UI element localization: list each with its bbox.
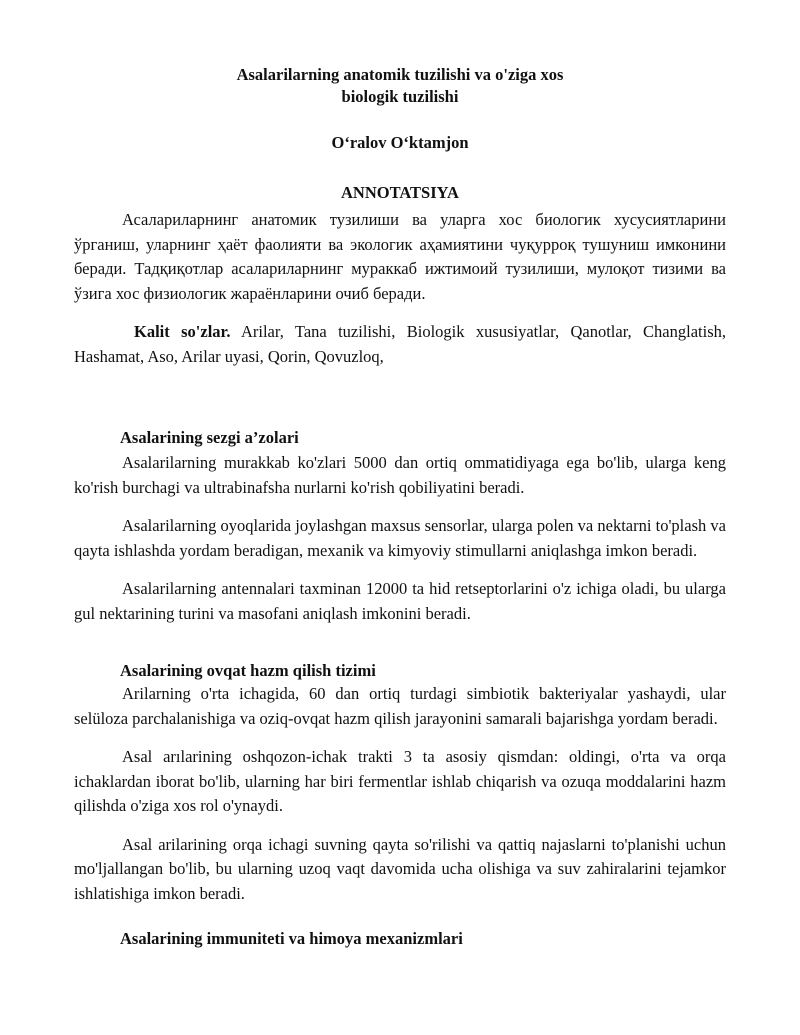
section-paragraph: Asal arılarining oshqozon-ichak trakti 3 ta asosiy qismdan: oldingi, o'rta va orqa ichaklardan iborat bo'lib, ularning har biri fermentlar ishlab chiqarish va ozuqa moddalarini hazm qilishda o'ziga xos rol o'ynaydi. — [74, 747, 726, 815]
author-name: O‘ralov O‘ktamjon — [331, 133, 469, 152]
section-paragraph: Asalarilarning murakkab ko'zlari 5000 dan ortiq ommatidiyaga ega bo'lib, ularga keng ko'rish burchagi va ultrabinafsha nurlarni ko'rish qobiliyatini beradi. — [74, 453, 726, 497]
annotation-text: Асаларилaрнинг анатомик тузилиши ва уларга хос биологик хусусиятларини ўрганиш, уларнинг ҳаёт фаолияти ва экологик аҳамиятини чуқурроқ тушуниш имконини беради. Тадқиқотлар асаларилaрнинг мураккаб ижтимоий тузилиши, мулоқот тизими ва ўзига хос физиологик жараёнларини очиб беради. — [74, 210, 726, 303]
section-paragraph: Asalarilarning antennalari taxminan 12000 ta hid retseptorlarini o'z ichiga oladi, bu ularga gul nektarining turini va masofani aniqlash imkonini beradi. — [74, 579, 726, 623]
section-paragraph: Arilarning o'rta ichagida, 60 dan ortiq turdagi simbiotik bakteriyalar yashaydi, ular selüloza parchalanishiga va oziq-ovqat hazm qilish jarayonini samarali bajarishga yordam beradi. — [74, 684, 726, 728]
section-heading: Asalarining sezgi a’zolari — [120, 428, 299, 447]
section-heading: Asalarining ovqat hazm qilish tizimi — [120, 661, 376, 680]
keywords-paragraph — [74, 320, 726, 369]
document-title — [74, 64, 726, 108]
title-line-2: biologik tuzilishi — [341, 87, 459, 106]
keywords-list: Arilar, Tana tuzilishi, Biologik xususiyatlar, Qanotlar, Changlatish, Hashamat, Aso, Arilar uyasi, Qorin, Qovuzloq, — [74, 322, 726, 366]
keywords-label: Kalit so'zlar. — [134, 322, 231, 341]
section-heading: Asalarining immuniteti va himoya mexanizmlari — [120, 929, 463, 948]
section-paragraph: Asalarilarning oyoqlarida joylashgan maxsus sensorlar, ularga polen va nektarni to'plash va qayta ishlashda yordam beradigan, mexanik va kimyoviy stimullarni aniqlashga imkon beradi. — [74, 516, 726, 560]
title-line-1: Asalarilarning anatomik tuzilishi va o'ziga xos — [236, 65, 564, 84]
document-body — [74, 64, 726, 950]
section-paragraph: Asal arilarining orqa ichagi suvning qayta so'rilishi va qattiq najaslarni to'planishi uchun mo'ljallangan bo'lib, bu ularning uzoq vaqt davomida ucha olishiga va suv zahiralarini tejamkor ishlatishiga imkon beradi. — [74, 834, 726, 903]
annotation-heading: ANNOTATSIYA — [341, 183, 459, 202]
